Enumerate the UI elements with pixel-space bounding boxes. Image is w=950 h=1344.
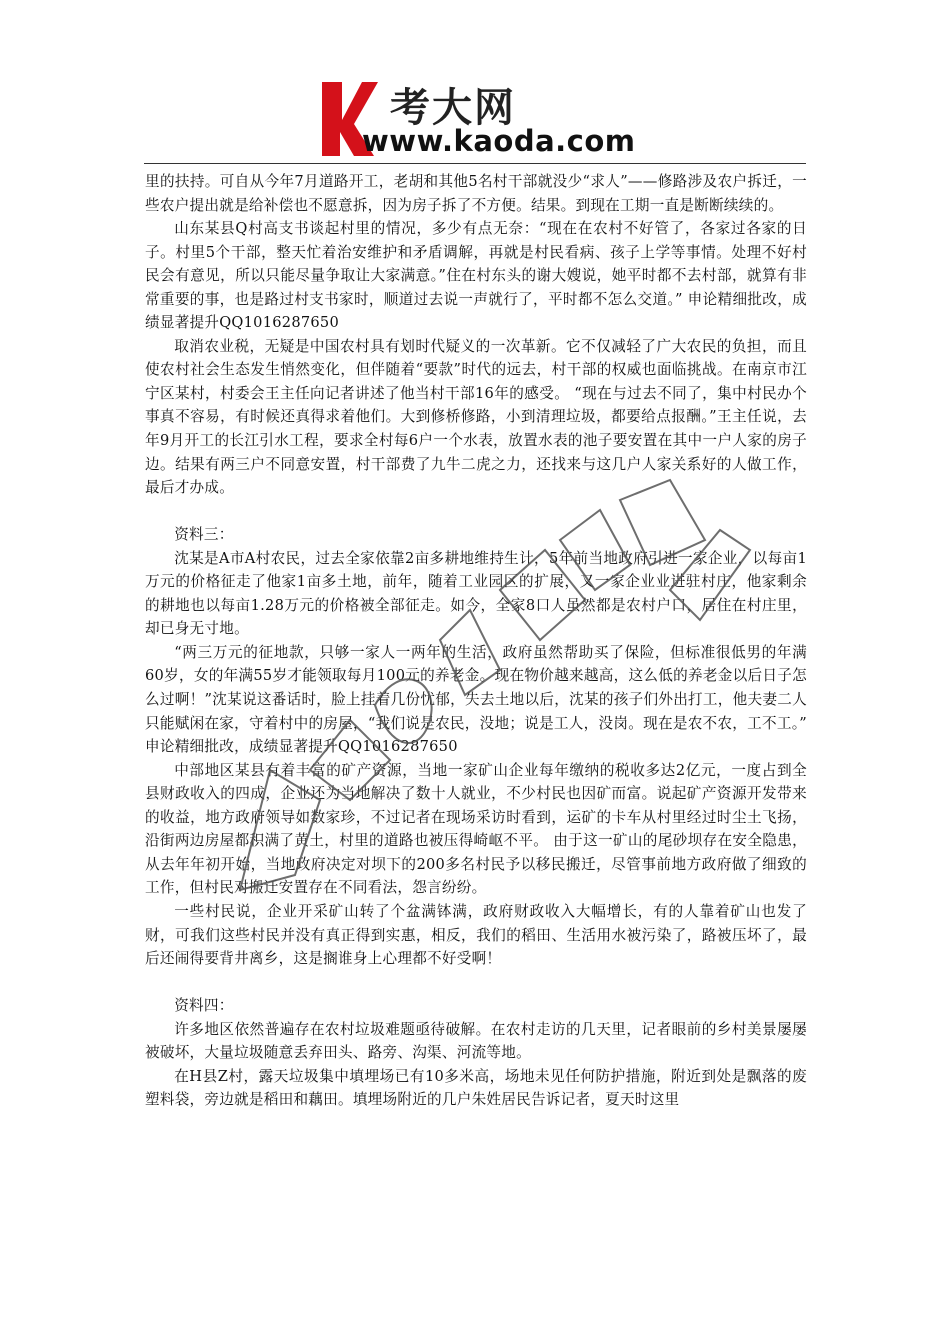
header-divider bbox=[144, 163, 806, 164]
paragraph: 里的扶持。可自从今年7月道路开工，老胡和其他5名村干部就没少“求人”——修路涉及农户拆迁，一些农户提出就是给补偿也不愿意拆，因为房子拆了不方便。结果。到现在工期一直是断断续续的。 bbox=[145, 173, 807, 214]
paragraph: 在H县Z村，露天垃圾集中填埋场已有10多米高，场地未见任何防护措施，附近到处是飘落的废塑料袋，旁边就是稻田和藕田。填埋场附近的几户朱姓居民告诉记者，夏天时这里 bbox=[145, 1067, 807, 1109]
paragraph: 山东某县Q村高支书谈起村里的情况，多少有点无奈：“现在在农村不好管了，各家过各家的日子。村里5个干部，整天忙着治安维护和矛盾调解，再就是村民看病、孩子上学等事情。处理不好村民会有意见，所以只能尽量争取让大家满意。”住在村东头的谢大嫂说，她平时都不去村部，就算有非常重要的事，也是路过村支书家时，顺道过去说一声就行了，平时都不怎么交道。” 申论精细批改，成绩显著提升QQ1016287650 bbox=[145, 220, 807, 332]
kaoda-logo bbox=[318, 78, 648, 158]
paragraph: 一些村民说，企业开采矿山转了个盆满钵满，政府财政收入大幅增长，有的人靠着矿山也发了财，可我们这些村民并没有真正得到实惠，相反，我们的稻田、生活用水被污染了，路被压坏了，最后还闹得要背井离乡，这是搁谁身上心理都不好受啊！ bbox=[145, 902, 807, 968]
paragraph: “两三万元的征地款，只够一家人一两年的生活，政府虽然帮助买了保险，但标准很低男的年满60岁，女的年满55岁才能领取每月100元的养老金。现在物价越来越高，这么低的养老金以后日子怎么过啊！”沈某说这番话时，脸上挂着几份忧郁，失去土地以后，沈某的孩子们外出打工，他夫妻二人只能赋闲在家，守着村中的房屋，“我们说是农民，没地；说是工人，没岗。现在是农不农，工不工。” 申论精细批改，成绩显著提升QQ1016287650 bbox=[145, 643, 807, 756]
document-body bbox=[145, 170, 807, 1112]
logo-title: 考大网 bbox=[390, 85, 516, 131]
blank-line bbox=[145, 971, 807, 995]
paragraph: 许多地区依然普遍存在农村垃圾难题亟待破解。在农村走访的几天里，记者眼前的乡村美景屡屡被破坏，大量垃圾随意丢弃田头、路旁、沟渠、河流等地。 bbox=[145, 1020, 807, 1062]
paragraph: 取消农业税，无疑是中国农村具有划时代疑义的一次革新。它不仅减轻了广大农民的负担，而且使农村社会生态发生悄然变化，但伴随着“要款”时代的远去，村干部的权威也面临挑战。在南京市江宁区某村，村委会王主任向记者讲述了他当村干部16年的感受。 “现在与过去不同了，集中村民办个事真不容易，有时候还真得求着他们。大到修桥修路，小到清理垃圾，都要给点报酬。”王主任说，去年9月开工的长江引水工程，要求全村每6户一个水表，放置水表的池子要安置在其中一户人家的房子边。结果有两三户不同意安置，村干部费了九牛二虎之力，还找来与这几户人家关系好的人做工作，最后才办成。 bbox=[145, 337, 807, 497]
blank-line bbox=[145, 500, 807, 524]
paragraph: 中部地区某县有着丰富的矿产资源，当地一家矿山企业每年缴纳的税收多达2亿元，一度占到全县财政收入的四成，企业还为当地解决了数十人就业，不少村民也因矿而富。说起矿产资源开发带来的收益，地方政府领导如数家珍，不过记者在现场采访时看到，运矿的卡车从村里经过时尘土飞扬，沿街两边房屋都积满了黄土，村里的道路也被压得崎岖不平。 由于这一矿山的尾砂坝存在安全隐患，从去年年初开始，当地政府决定对坝下的200多名村民予以移民搬迁，尽管事前地方政府做了细致的工作，但村民对搬迁安置存在不同看法，怨言纷纷。 bbox=[145, 761, 807, 897]
paragraph: 沈某是A市A村农民，过去全家依靠2亩多耕地维持生计，5年前当地政府引进一家企业，以每亩1万元的价格征走了他家1亩多土地，前年，随着工业园区的扩展，又一家企业业进驻村庄，他家剩余的耕地也以每亩1.28万元的价格被全部征走。如今，全家8口人虽然都是农村户口，居住在村庄里，却已身无寸地。 bbox=[145, 549, 807, 638]
section-heading: 资料三： bbox=[174, 526, 234, 544]
logo-url: www.kaoda.com bbox=[362, 124, 636, 158]
section-heading: 资料四： bbox=[174, 997, 234, 1015]
